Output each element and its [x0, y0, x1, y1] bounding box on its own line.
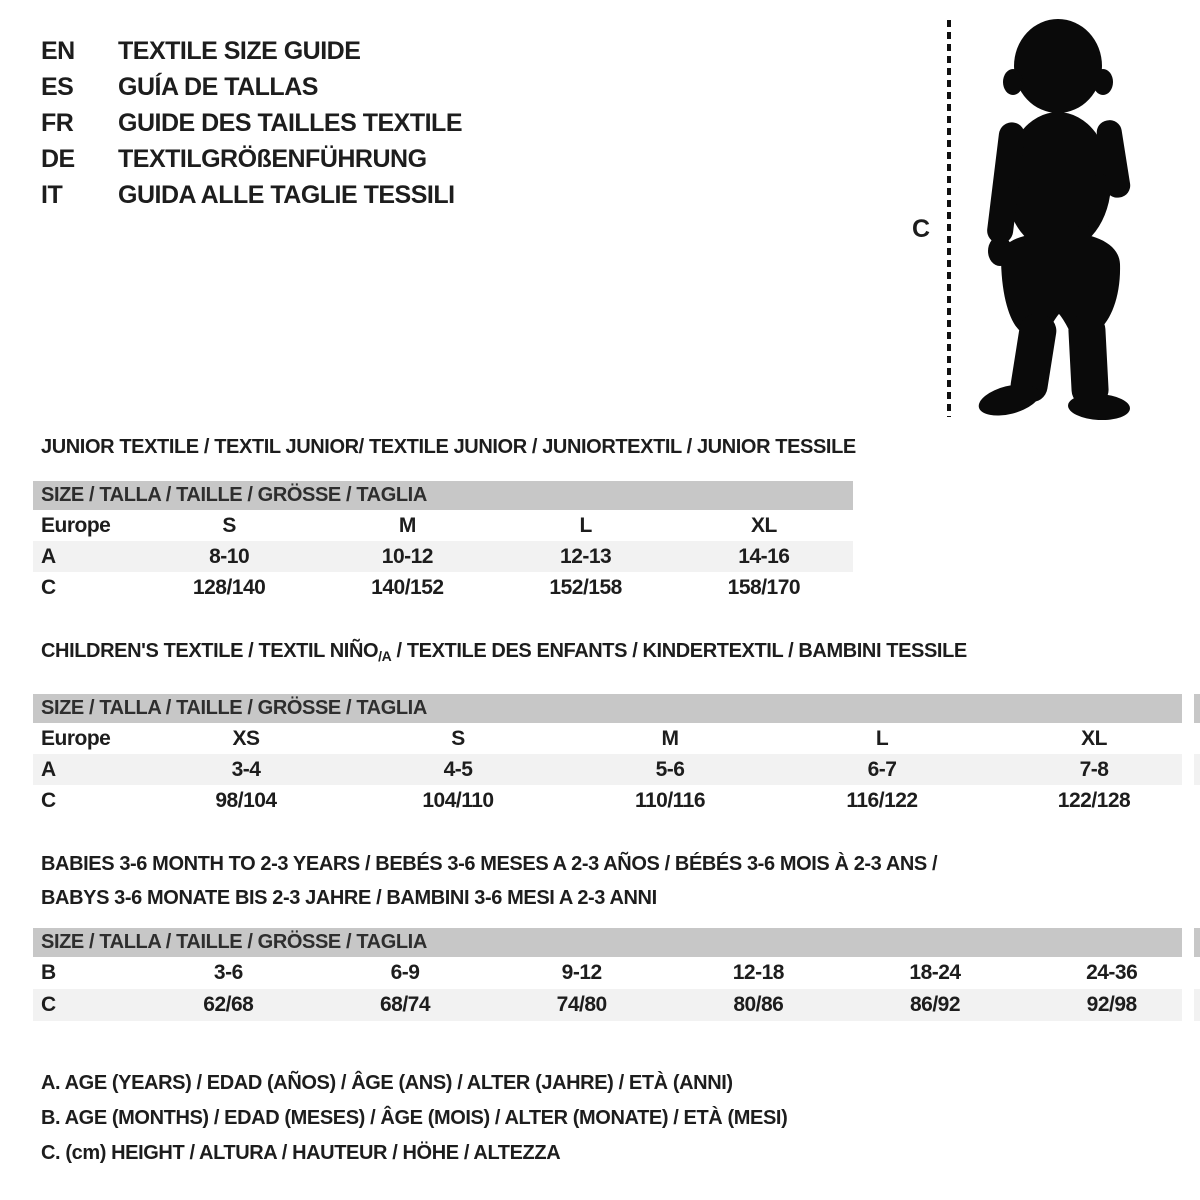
height-measure-label: C [912, 215, 931, 243]
lang-label: GUIDE DES TAILLES TEXTILE [118, 108, 463, 137]
lang-code: IT [41, 180, 63, 209]
table-row [33, 723, 1200, 754]
lang-label: TEXTILGRÖßENFÜHRUNG [118, 144, 427, 173]
table-row [33, 510, 853, 541]
legend-line-a: A. AGE (YEARS) / EDAD (AÑOS) / ÂGE (ANS) / ALTER (JAHRE) / ETÀ (ANNI) [41, 1072, 733, 1094]
table-cell: 104/110 [422, 788, 494, 812]
table-cell: 6-7 [867, 757, 897, 781]
table-cell: M [661, 726, 679, 750]
table-cell: 12-18 [732, 961, 784, 984]
row-label: Europe [41, 726, 111, 750]
table-cell: 158/170 [727, 575, 801, 599]
children-title-post: / TEXTILE DES ENFANTS / KINDERTEXTIL / BAMBINI TESSILE [391, 640, 967, 662]
height-dashed-line [947, 20, 951, 417]
table-cell: L [579, 513, 592, 537]
row-label: C [41, 575, 56, 599]
table-cell: 3-6 [213, 961, 243, 984]
table-row [33, 541, 853, 572]
table-cell: 8-10 [209, 544, 250, 568]
junior-section-title: JUNIOR TEXTILE / TEXTIL JUNIOR/ TEXTILE JUNIOR / JUNIORTEXTIL / JUNIOR TESSILE [41, 436, 856, 458]
row-label: A [41, 544, 56, 568]
row-label: Europe [41, 513, 111, 537]
lang-label: TEXTILE SIZE GUIDE [118, 36, 361, 65]
children-size-header: SIZE / TALLA / TAILLE / GRÖSSE / TAGLIA [33, 694, 1200, 723]
table-cell: M [398, 513, 416, 537]
row-label: C [41, 993, 56, 1016]
table-cell: 80/86 [733, 993, 784, 1016]
table-cell: 7-8 [1079, 757, 1109, 781]
table-cell: 110/116 [634, 788, 706, 812]
table-row [33, 989, 1200, 1021]
lang-code: ES [41, 72, 74, 101]
table-cell: L [875, 726, 889, 750]
lang-code: FR [41, 108, 74, 137]
lang-code: DE [41, 144, 75, 173]
table-cell: 18-24 [909, 961, 961, 984]
babies-title-line2: BABYS 3-6 MONATE BIS 2-3 JAHRE / BAMBINI 3-6 MESI A 2-3 ANNI [41, 887, 657, 909]
table-cell: 128/140 [192, 575, 266, 599]
table-cell: S [451, 726, 465, 750]
lang-label: GUÍA DE TALLAS [118, 72, 318, 101]
table-cell: 140/152 [371, 575, 444, 599]
row-label: A [41, 757, 56, 781]
babies-title-line1: BABIES 3-6 MONTH TO 2-3 YEARS / BEBÉS 3-6 MESES A 2-3 AÑOS / BÉBÉS 3-6 MOIS À 2-3 ANS / [41, 853, 938, 875]
lang-row-en [41, 33, 462, 69]
babies-section-title [41, 847, 937, 915]
table-cell: 24-36 [1086, 961, 1138, 984]
junior-size-table [33, 481, 853, 603]
row-label: C [41, 788, 56, 812]
table-cell: 5-6 [655, 757, 685, 781]
table-cell: 122/128 [1057, 788, 1131, 812]
table-row [33, 754, 1200, 785]
children-title-sub: /A [378, 648, 392, 664]
table-cell: 9-12 [561, 961, 602, 984]
table-cell: 14-16 [738, 544, 790, 568]
babies-size-table [33, 928, 1200, 1021]
table-cell: 74/80 [556, 993, 607, 1016]
legend-line-c: C. (cm) HEIGHT / ALTURA / HAUTEUR / HÖHE / ALTEZZA [41, 1142, 561, 1164]
lang-row-de [41, 141, 462, 177]
babies-size-header: SIZE / TALLA / TAILLE / GRÖSSE / TAGLIA [33, 928, 1200, 957]
table-cell: 68/74 [379, 993, 431, 1016]
table-cell: 62/68 [203, 993, 254, 1016]
toddler-silhouette-icon [963, 14, 1141, 420]
language-title-list [41, 33, 462, 213]
table-cell: 3-4 [231, 757, 261, 781]
table-cell: 86/92 [909, 993, 961, 1016]
table-cell: 6-9 [390, 961, 420, 984]
children-size-table [33, 694, 1200, 816]
table-cell: 152/158 [549, 575, 622, 599]
children-title-pre: CHILDREN'S TEXTILE / TEXTIL NIÑO [41, 640, 379, 662]
children-section-title [41, 640, 967, 664]
table-cell: 116/122 [846, 788, 918, 812]
row-label: B [41, 961, 56, 984]
table-cell: 4-5 [443, 757, 473, 781]
table-cell: XS [232, 726, 260, 750]
table-cell: 92/98 [1086, 993, 1137, 1016]
lang-row-es [41, 69, 462, 105]
table-cell: 98/104 [215, 788, 277, 812]
table-row [33, 572, 853, 603]
junior-size-header: SIZE / TALLA / TAILLE / GRÖSSE / TAGLIA [33, 481, 853, 510]
table-cell: XL [750, 513, 777, 537]
table-row [33, 785, 1200, 816]
measurement-legend [41, 1066, 787, 1171]
table-row [33, 957, 1200, 989]
table-cell: 10-12 [381, 544, 433, 568]
table-cell: XL [1081, 726, 1107, 750]
table-cell: S [222, 513, 236, 537]
lang-code: EN [41, 36, 75, 65]
lang-row-it [41, 177, 462, 213]
table-cell: 12-13 [560, 544, 612, 568]
lang-row-fr [41, 105, 462, 141]
legend-line-b: B. AGE (MONTHS) / EDAD (MESES) / ÂGE (MOIS) / ALTER (MONATE) / ETÀ (MESI) [41, 1107, 788, 1129]
lang-label: GUIDA ALLE TAGLIE TESSILI [118, 180, 455, 209]
